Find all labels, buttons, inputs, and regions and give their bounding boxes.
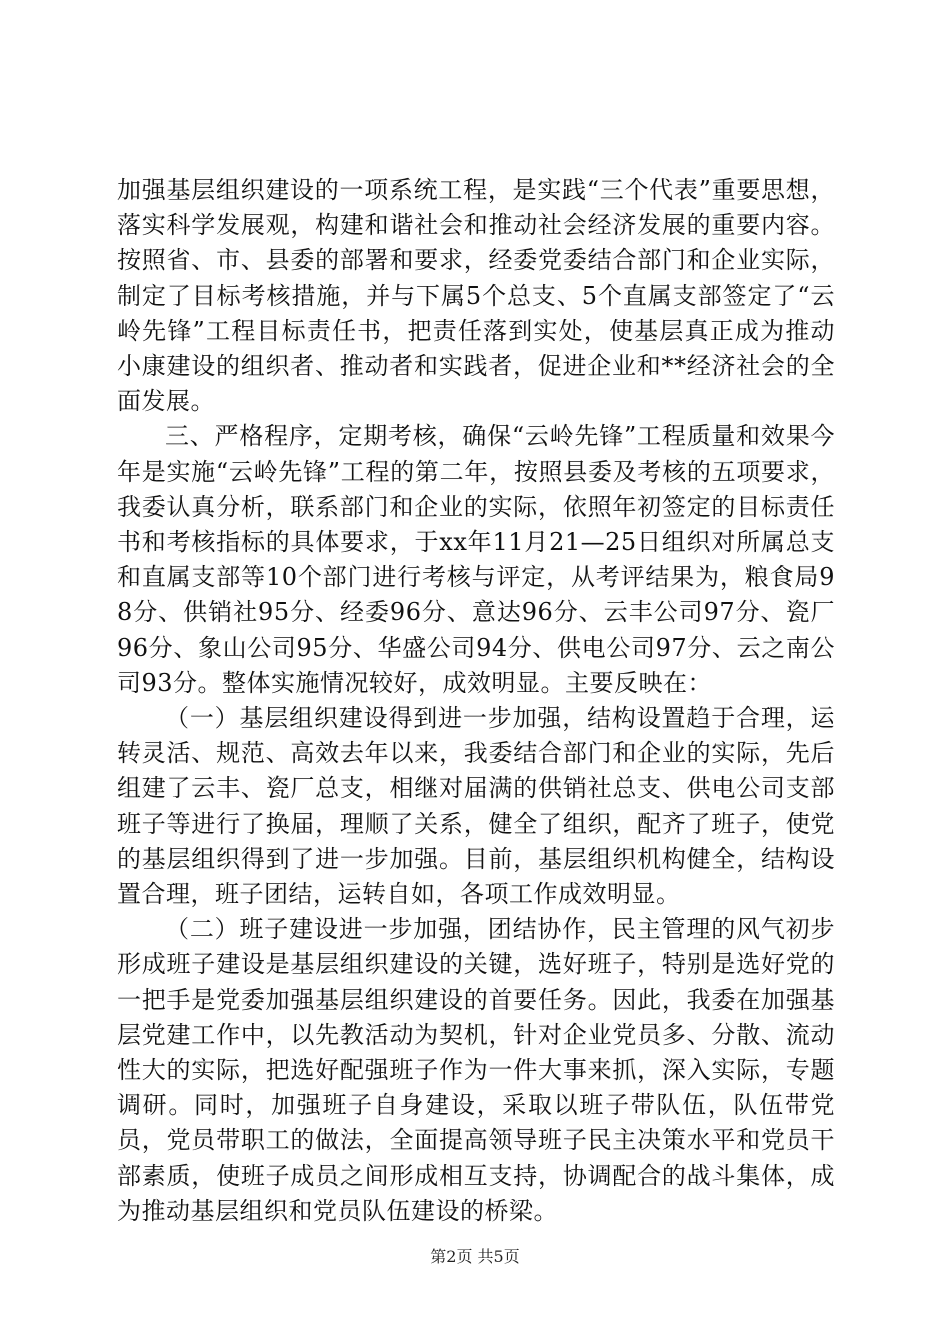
- paragraph-2: 三、严格程序，定期考核，确保“云岭先锋”工程质量和效果今年是实施“云岭先锋”工程的第二年，按照县委及考核的五项要求，我委认真分析，联系部门和企业的实际，依照年初签定的目标责任书和考核指标的具体要求，于xx年11月21—25日组织对所属总支和直属支部等10个部门进行考核与评定，从考评结果为，粮食局98分、供销社95分、经委96分、意达96分、云丰公司97分、瓷厂96分、象山公司95分、华盛公司94分、供电公司97分、云之南公司93分。整体实施情况较好，成效明显。主要反映在：: [117, 422, 835, 697]
- paragraph-3: （一）基层组织建设得到进一步加强，结构设置趋于合理，运转灵活、规范、高效去年以来，我委结合部门和企业的实际，先后组建了云丰、瓷厂总支，相继对届满的供销社总支、供电公司支部班子等进行了换届，理顺了关系，健全了组织，配齐了班子，使党的基层组织得到了进一步加强。目前，基层组织机构健全，结构设置合理，班子团结，运转自如，各项工作成效明显。: [117, 704, 835, 909]
- page-footer: 第2页 共5页: [430, 1247, 520, 1266]
- paragraph-4: （二）班子建设进一步加强，团结协作，民主管理的风气初步形成班子建设是基层组织建设的关键，选好班子，特别是选好党的一把手是党委加强基层组织建设的首要任务。因此，我委在加强基层党建工作中，以先教活动为契机，针对企业党员多、分散、流动性大的实际，把选好配强班子作为一件大事来抓，深入实际，专题调研。同时，加强班子自身建设，采取以班子带队伍，队伍带党员，党员带职工的做法，全面提高领导班子民主决策水平和党员干部素质，使班子成员之间形成相互支持，协调配合的战斗集体，成为推动基层组织和党员队伍建设的桥梁。: [117, 915, 835, 1225]
- document-body: [117, 173, 835, 1229]
- paragraph-1: 加强基层组织建设的一项系统工程，是实践“三个代表”重要思想，落实科学发展观，构建和谐社会和推动社会经济发展的重要内容。按照省、市、县委的部署和要求，经委党委结合部门和企业实际，制定了目标考核措施，并与下属5个总支、5个直属支部签定了“云岭先锋”工程目标责任书，把责任落到实处，使基层真正成为推动小康建设的组织者、推动者和实践者，促进企业和**经济社会的全面发展。: [117, 176, 835, 416]
